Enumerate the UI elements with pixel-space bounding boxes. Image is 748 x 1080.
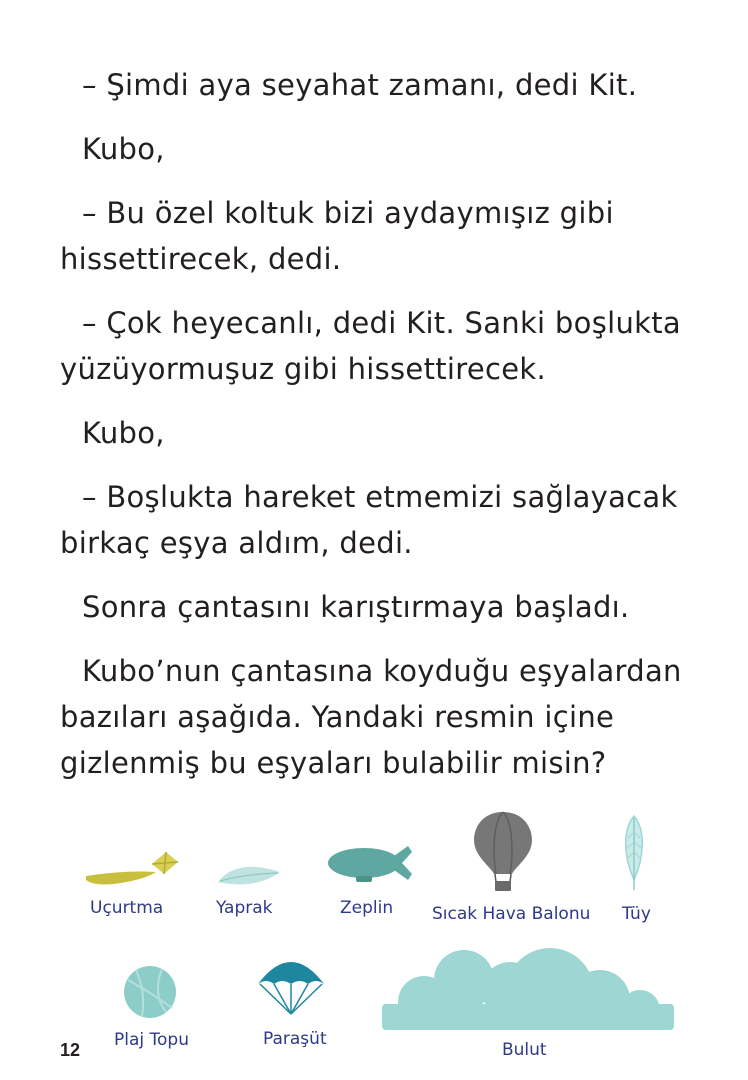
story-paragraph-1: – Şimdi aya seyahat zamanı, dedi Kit. (82, 68, 638, 102)
cloud-caption: Bulut (502, 1040, 547, 1060)
page-number: 12 (60, 1040, 81, 1060)
zeppelin-icon (326, 844, 416, 886)
parachute-icon (256, 958, 326, 1018)
story-paragraph-5: Kubo, (82, 416, 165, 450)
story-paragraph-6: – Boşlukta hareket etmemizi sağlayacak birkaç eşya aldım, dedi. (60, 480, 678, 560)
story-paragraph-8: Kubo’nun çantasına koyduğu eşyalardan bazıları aşağıda. Yandaki resmin içine gizlenmiş bu eşyaları bulabilir misin? (60, 654, 682, 780)
story-paragraph-2: Kubo, (82, 132, 165, 166)
story-paragraph-4: – Çok heyecanlı, dedi Kit. Sanki boşlukta yüzüyormuşuz gibi hissettirecek. (60, 306, 681, 386)
zeppelin-caption: Zeplin (340, 898, 394, 918)
beach-ball-caption: Plaj Topu (114, 1030, 189, 1050)
story-paragraph-3: – Bu özel koltuk bizi aydaymışız gibi hissettirecek, dedi. (60, 196, 614, 276)
cloud-icon (382, 946, 676, 1030)
beach-ball-icon (122, 964, 178, 1020)
feather-icon (620, 814, 648, 892)
leaf-icon (216, 860, 284, 888)
story-paragraph-7: Sonra çantasını karıştırmaya başladı. (82, 590, 630, 624)
kite-caption: Uçurtma (90, 898, 164, 918)
hot-air-balloon-caption: Sıcak Hava Balonu (432, 904, 591, 924)
kite-icon (84, 848, 180, 888)
parachute-caption: Paraşüt (263, 1029, 327, 1049)
leaf-caption: Yaprak (216, 898, 273, 918)
hot-air-balloon-icon (472, 810, 534, 892)
feather-caption: Tüy (622, 904, 651, 924)
story-text (60, 62, 700, 804)
